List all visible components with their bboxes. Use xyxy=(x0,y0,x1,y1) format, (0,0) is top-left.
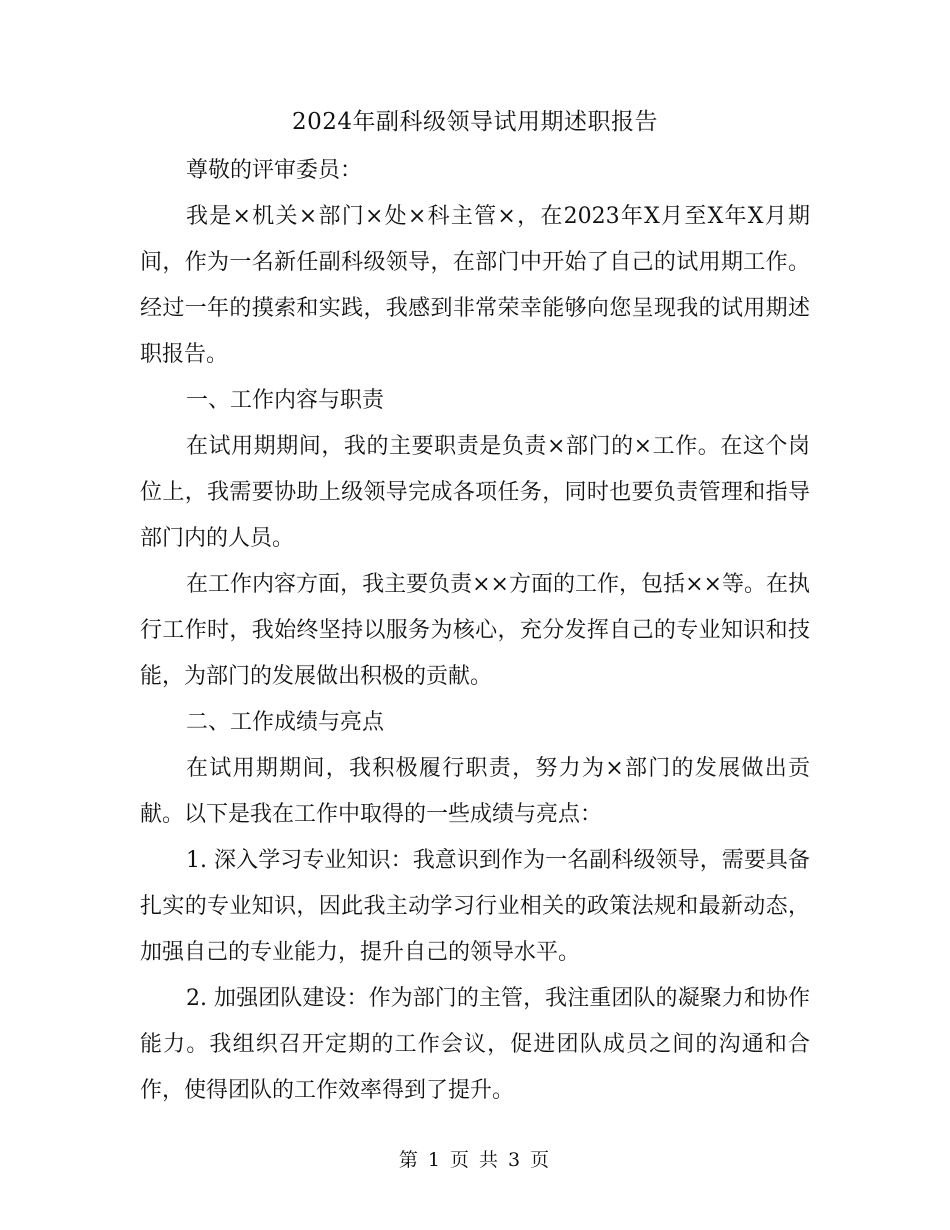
section-heading-1: 一、工作内容与职责 xyxy=(186,388,385,413)
list-item-1: 1. 深入学习专业知识：我意识到作为一名副科级领导，需要具备扎实的专业知识，因此我主动学习行业相关的政策法规和最新动态，加强自己的专业能力，提升自己的领导水平。 xyxy=(140,848,810,965)
section-heading-2: 二、工作成绩与亮点 xyxy=(186,710,385,735)
paragraph-intro: 我是×机关×部门×处×科主管×，在2023年X月至X年X月期间，作为一名新任副科级领导，在部门中开始了自己的试用期工作。经过一年的摸索和实践，我感到非常荣幸能够向您呈现我的试用期述职报告。 xyxy=(140,204,810,367)
paragraph-content: 在工作内容方面，我主要负责××方面的工作，包括××等。在执行工作时，我始终坚持以服务为核心，充分发挥自己的专业知识和技能，为部门的发展做出积极的贡献。 xyxy=(140,572,810,689)
salutation: 尊敬的评审委员： xyxy=(186,158,363,183)
document-title: 2024年副科级领导试用期述职报告 xyxy=(291,109,659,135)
page-number-footer: 第 1 页 共 3 页 xyxy=(398,1149,552,1171)
document-body xyxy=(140,148,810,1114)
paragraph-achievements: 在试用期期间，我积极履行职责，努力为×部门的发展做出贡献。以下是我在工作中取得的一些成绩与亮点： xyxy=(140,756,810,827)
list-item-2: 2. 加强团队建设：作为部门的主管，我注重团队的凝聚力和协作能力。我组织召开定期的工作会议，促进团队成员之间的沟通和合作，使得团队的工作效率得到了提升。 xyxy=(140,986,810,1103)
paragraph-duties: 在试用期期间，我的主要职责是负责×部门的×工作。在这个岗位上，我需要协助上级领导完成各项任务，同时也要负责管理和指导部门内的人员。 xyxy=(140,434,810,551)
